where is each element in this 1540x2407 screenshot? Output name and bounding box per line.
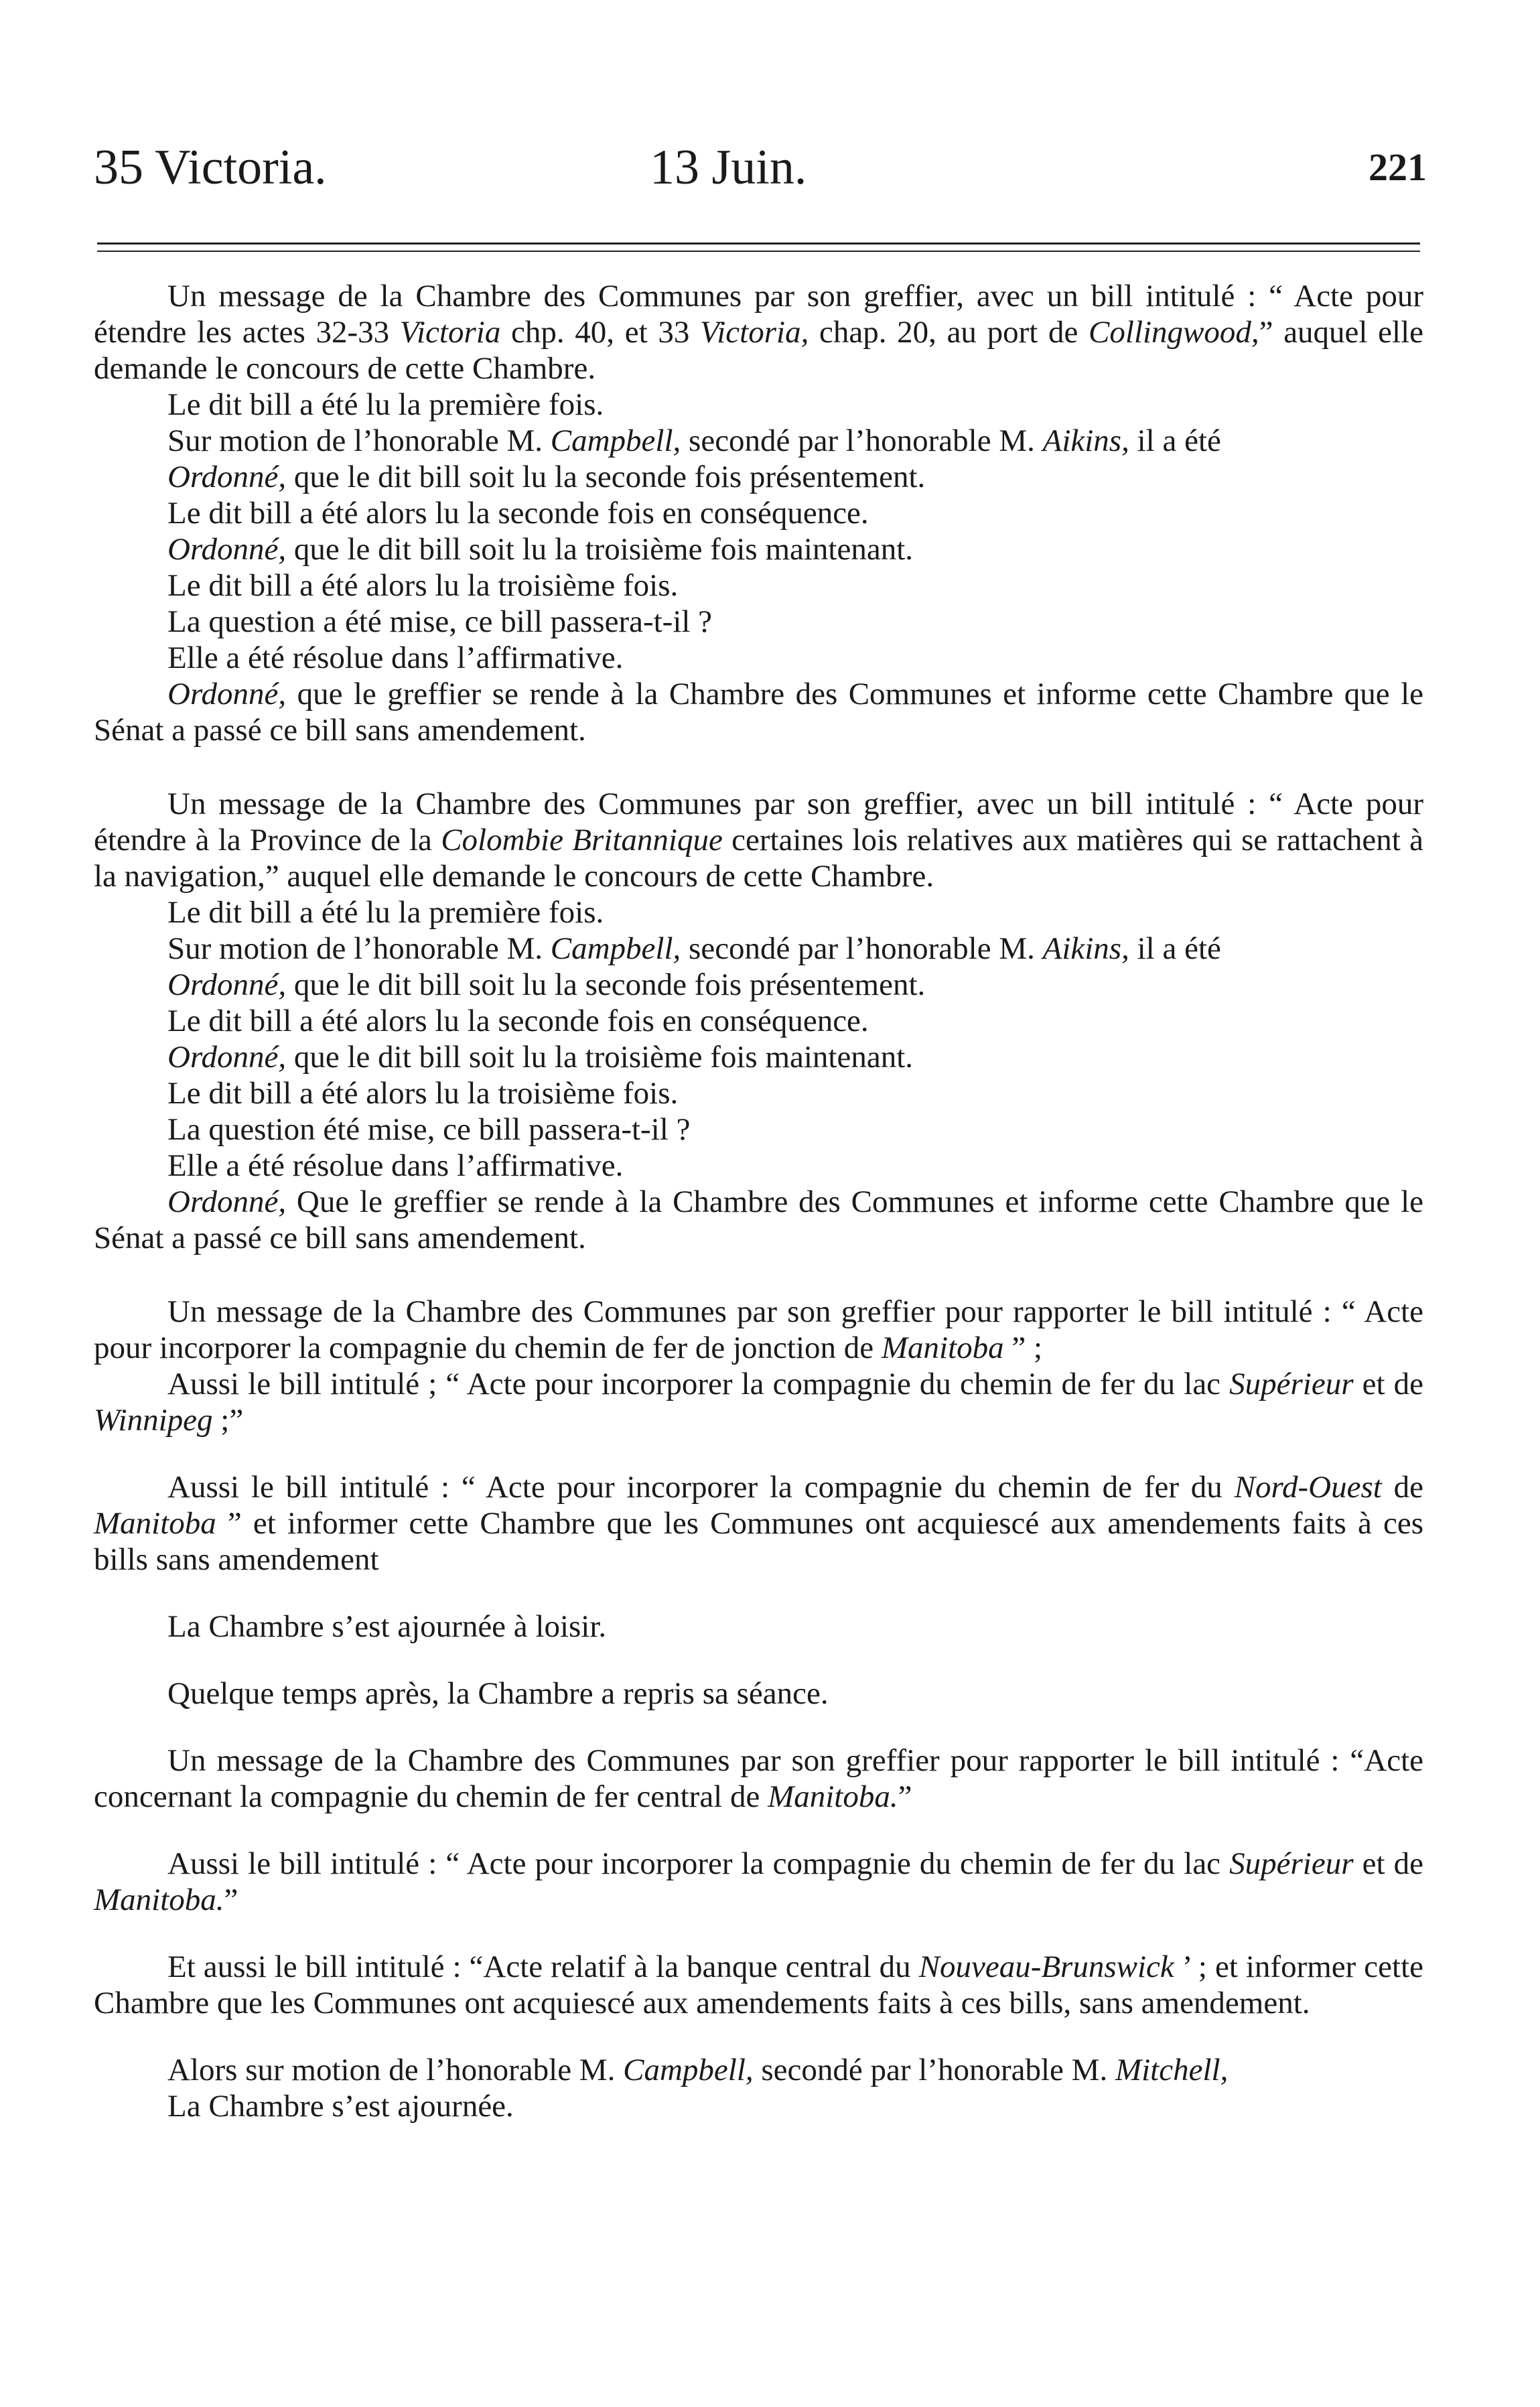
nord-ouest-paragraph: Aussi le bill intitulé : “ Acte pour incorporer la compagnie du chemin de fer du Nord-Ouest de Manitoba ” et informer cette Chambre que les Communes ont acquiescé aux amendements faits à ces bills sans amendement — [94, 1470, 1423, 1577]
message-paragraph: Un message de la Chambre des Communes par son greffier pour rapporter le bill intitulé : “ Acte pour incorporer la compagnie du chemin de fer de jonction de Manitoba ” ; — [94, 1294, 1423, 1365]
resolution-line: Elle a été résolue dans l’affirmative. — [167, 640, 624, 675]
final-adjournment-line: La Chambre s’est ajournée. — [167, 2089, 514, 2124]
spacer — [94, 1815, 1423, 1846]
message-paragraph: Un message de la Chambre des Communes par son greffier, avec un bill intitulé : “ Acte pour étendre à la Province de la Colombie Britannique certaines lois relatives aux matières qui se rattachent à la navigation,” auquel elle demande le concours de cette Chambre. — [94, 786, 1423, 894]
spacer — [94, 1438, 1423, 1469]
section-navigation-bill — [94, 786, 1423, 1256]
header-date: 13 Juin. — [650, 140, 807, 195]
spacer — [94, 1712, 1423, 1742]
spacer — [94, 1645, 1423, 1675]
order-clerk-paragraph: Ordonné, Que le greffier se rende à la Chambre des Communes et informe cette Chambre que le Sénat a passé ce bill sans amendement. — [94, 1184, 1423, 1255]
message-paragraph: Un message de la Chambre des Communes par son greffier, avec un bill intitulé : “ Acte pour étendre les actes 32-33 Victoria chp. 40, et 33 Victoria, chap. 20, au port de Collingwood,” auquel elle demande le concours de cette Chambre. — [94, 279, 1423, 386]
adjournment-line: La Chambre s’est ajournée à loisir. — [167, 1609, 607, 1644]
superior-winnipeg-paragraph: Aussi le bill intitulé ; “ Acte pour incorporer la compagnie du chemin de fer du lac Supérieur et de Winnipeg ;” — [94, 1367, 1423, 1438]
header-session: 35 Victoria. — [94, 140, 327, 195]
question-line: La question été mise, ce bill passera-t-il ? — [167, 1112, 691, 1147]
second-reading-line: Le dit bill a été alors lu la seconde fois en conséquence. — [167, 1004, 869, 1038]
superior-manitoba-paragraph: Aussi le bill intitulé : “ Acte pour incorporer la compagnie du chemin de fer du lac Supérieur et de Manitoba.” — [94, 1846, 1423, 1917]
order-second-reading-line: Ordonné, que le dit bill soit lu la seconde fois présentement. — [167, 967, 926, 1002]
bank-paragraph: Et aussi le bill intitulé : “Acte relatif à la banque central du Nouveau-Brunswick ’ ; et informer cette Chambre que les Communes ont acquiescé aux amendements faits à ces bills, sans amendement. — [94, 1949, 1424, 2020]
spacer — [94, 1256, 1423, 1294]
second-reading-line: Le dit bill a été alors lu la seconde fois en conséquence. — [167, 496, 869, 531]
third-reading-line: Le dit bill a été alors lu la troisième fois. — [167, 568, 679, 603]
third-reading-line: Le dit bill a été alors lu la troisième fois. — [167, 1076, 679, 1111]
running-header — [94, 137, 1427, 198]
final-motion-line: Alors sur motion de l’honorable M. Campbell, secondé par l’honorable M. Mitchell, — [167, 2053, 1229, 2087]
resolution-line: Elle a été résolue dans l’affirmative. — [167, 1148, 624, 1183]
first-reading-line: Le dit bill a été lu la première fois. — [167, 895, 604, 930]
page-body — [94, 278, 1423, 2124]
order-third-reading-line: Ordonné, que le dit bill soit lu la troisième fois maintenant. — [167, 1040, 914, 1075]
spacer — [94, 1578, 1423, 1608]
page-number: 221 — [1369, 145, 1427, 189]
resumption-line: Quelque temps après, la Chambre a repris sa séance. — [167, 1676, 829, 1711]
motion-line: Sur motion de l’honorable M. Campbell, secondé par l’honorable M. Aikins, il a été — [167, 423, 1221, 458]
spacer — [94, 748, 1423, 786]
spacer — [94, 2021, 1423, 2052]
question-line: La question a été mise, ce bill passera-t-il ? — [167, 604, 713, 639]
section-railway-bills — [94, 1294, 1423, 1578]
order-second-reading-line: Ordonné, que le dit bill soit lu la seconde fois présentement. — [167, 460, 926, 494]
first-reading-line: Le dit bill a été lu la première fois. — [167, 387, 604, 422]
message-paragraph: Un message de la Chambre des Communes par son greffier pour rapporter le bill intitulé : “Acte concernant la compagnie du chemin de fer central de Manitoba.” — [94, 1743, 1423, 1814]
order-clerk-paragraph: Ordonné, que le greffier se rende à la Chambre des Communes et informe cette Chambre que le Sénat a passé ce bill sans amendement. — [94, 677, 1423, 748]
spacer — [94, 1918, 1423, 1949]
section-collingwood-bill — [94, 278, 1423, 748]
header-rule-top — [97, 243, 1420, 245]
header-rule-bottom — [97, 251, 1420, 252]
order-third-reading-line: Ordonné, que le dit bill soit lu la troisième fois maintenant. — [167, 532, 914, 567]
motion-line: Sur motion de l’honorable M. Campbell, secondé par l’honorable M. Aikins, il a été — [167, 931, 1221, 966]
section-manitoba-bills — [94, 1742, 1423, 2124]
